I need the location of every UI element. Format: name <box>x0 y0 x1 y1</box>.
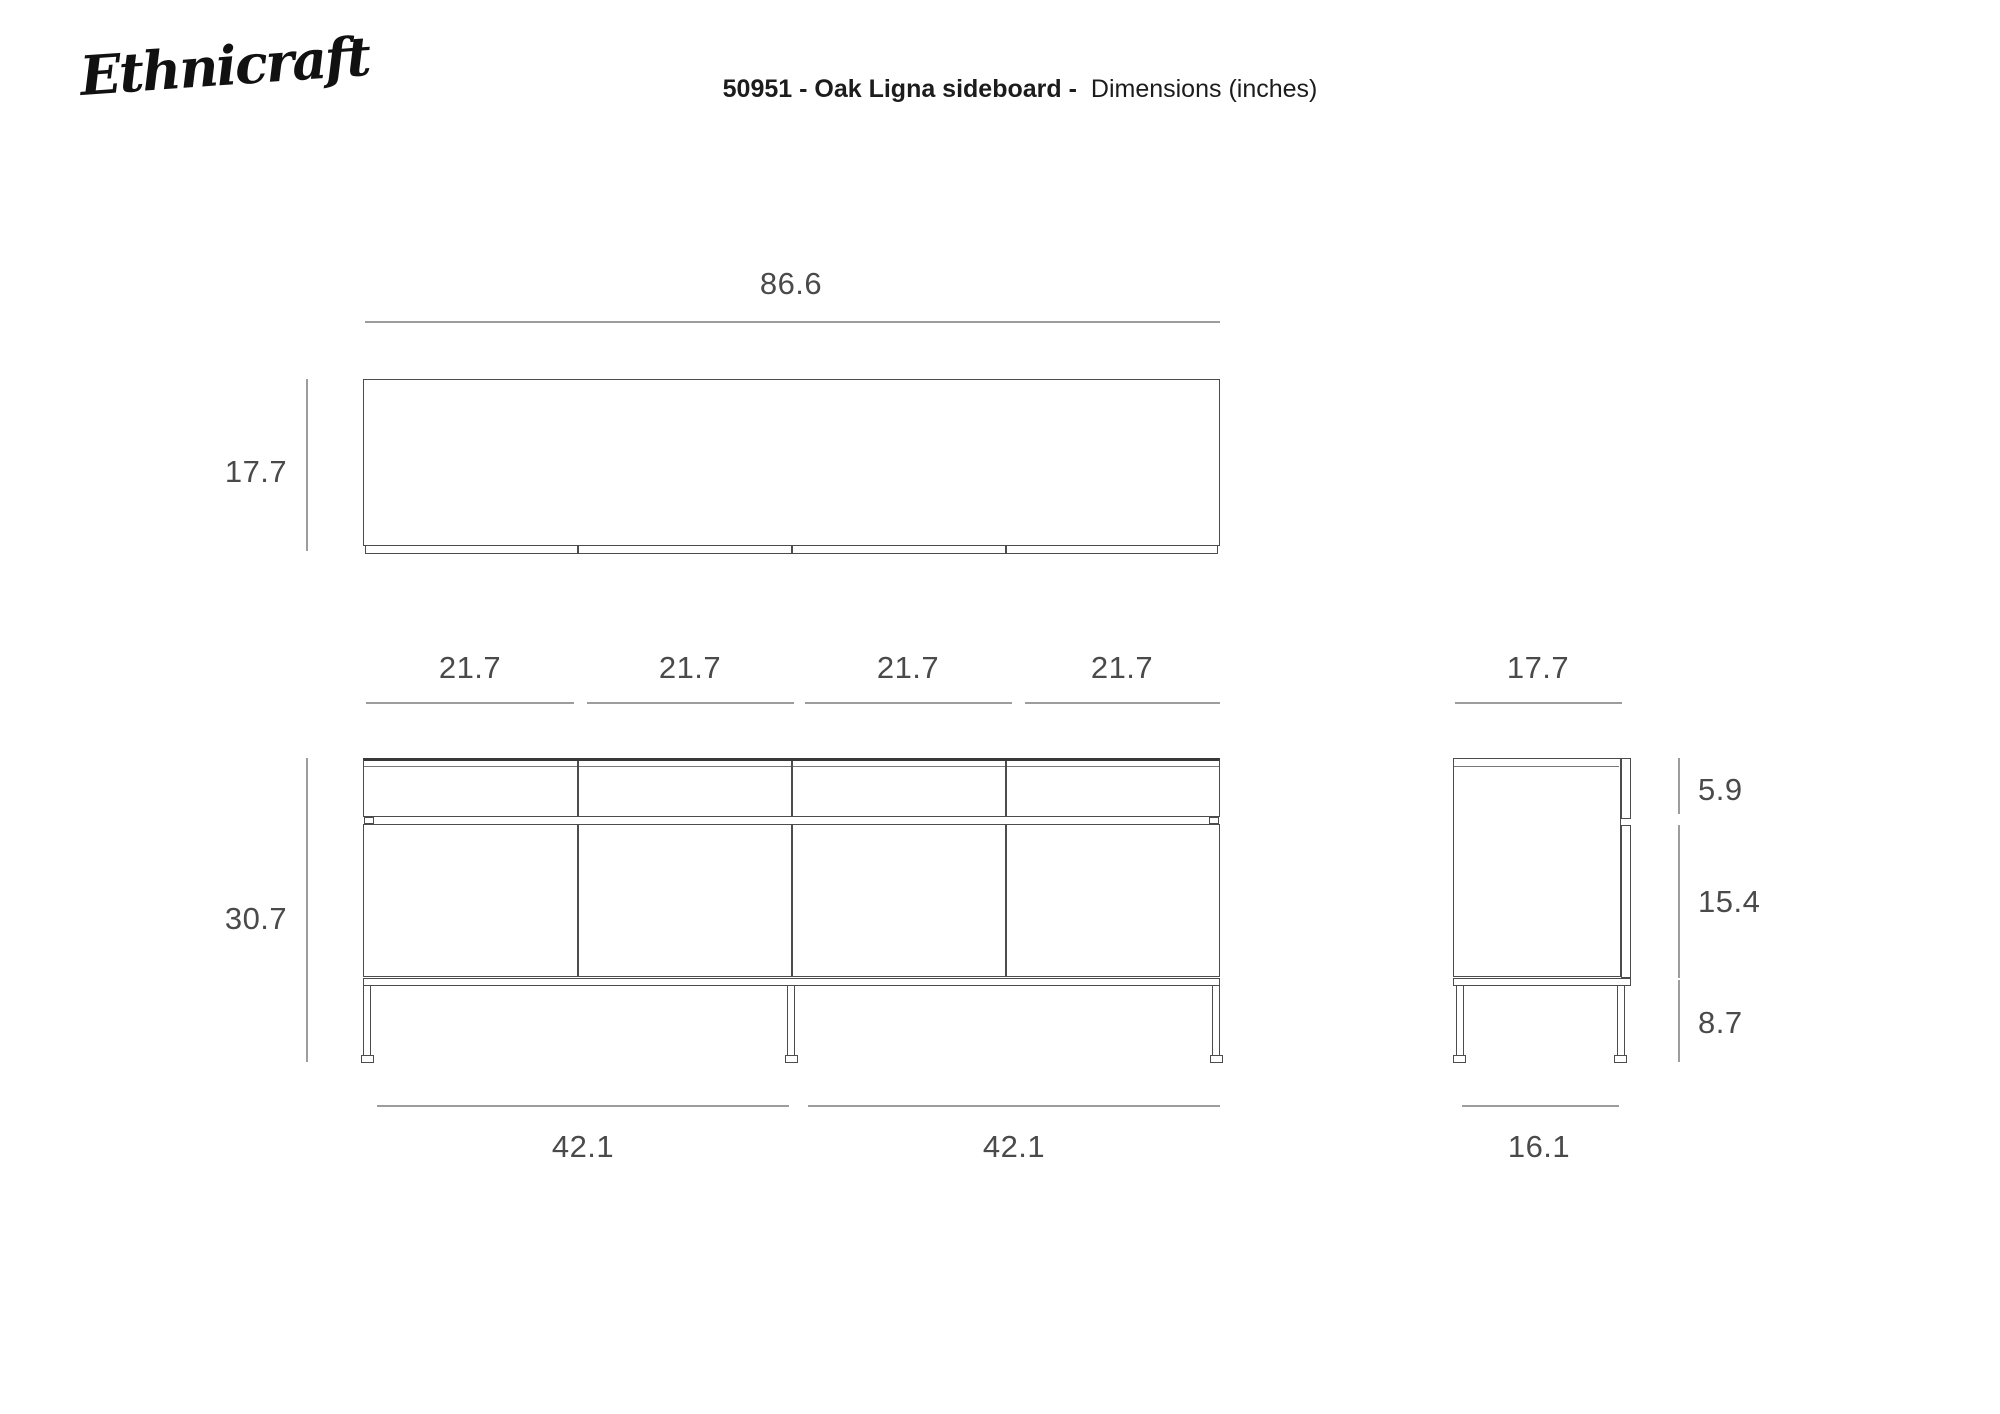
front-door-divider <box>791 825 793 976</box>
side-door-height-dim-label: 15.4 <box>1698 884 1761 919</box>
side-depth-dim-line <box>1455 702 1622 704</box>
side-base-rail <box>1453 978 1631 986</box>
side-foot-back <box>1614 1055 1627 1063</box>
front-base-width-dim-label: 42.1 <box>551 1129 615 1164</box>
front-drawer-width-dim-line <box>1025 702 1220 704</box>
side-leg-back <box>1617 985 1625 1057</box>
front-drawer-width-dim-label: 21.7 <box>438 650 502 685</box>
front-drawer-width-dim-label: 21.7 <box>1090 650 1154 685</box>
front-height-dim-label: 30.7 <box>224 901 288 936</box>
front-drawer-width-dim-label: 21.7 <box>658 650 722 685</box>
side-foot-front <box>1453 1055 1466 1063</box>
top-view-outline <box>363 379 1220 546</box>
front-leg-left <box>363 985 371 1057</box>
side-drawer-height-dim-label: 5.9 <box>1698 772 1743 807</box>
top-view-front-edge-strip <box>365 545 1218 554</box>
top-view-width-dim-label: 86.6 <box>759 266 823 301</box>
side-drawer-front-strip <box>1621 758 1631 819</box>
front-foot-right <box>1210 1055 1223 1063</box>
side-depth-dim-label: 17.7 <box>1506 650 1570 685</box>
top-view-depth-dim-label: 17.7 <box>224 454 288 489</box>
front-door-divider <box>577 825 579 976</box>
front-drawer-width-dim-line <box>805 702 1012 704</box>
top-view-strip-divider <box>577 546 579 553</box>
side-leg-front <box>1456 985 1464 1057</box>
side-top-panel-line <box>1454 766 1619 767</box>
side-view-outline <box>1453 758 1621 977</box>
front-foot-left <box>361 1055 374 1063</box>
side-leg-height-dim-label: 8.7 <box>1698 1005 1743 1040</box>
front-drawer-divider <box>1005 761 1007 816</box>
front-shelf-band <box>363 816 1220 825</box>
front-base-width-dim-label: 42.1 <box>982 1129 1046 1164</box>
top-view-width-dim-line <box>365 321 1220 323</box>
front-leg-right <box>1212 985 1220 1057</box>
title-caption: Dimensions (inches) <box>1090 75 1318 103</box>
front-foot-center <box>785 1055 798 1063</box>
side-door-height-dim-line <box>1678 825 1680 978</box>
front-drawer-divider <box>577 761 579 816</box>
front-drawer-divider <box>791 761 793 816</box>
drawing-title <box>575 75 1465 104</box>
side-base-depth-dim-line <box>1462 1105 1619 1107</box>
front-drawer-width-dim-line <box>587 702 794 704</box>
front-base-width-dim-line <box>808 1105 1220 1107</box>
top-view-strip-divider <box>1005 546 1007 553</box>
side-door-front-strip <box>1621 825 1631 978</box>
side-base-depth-dim-label: 16.1 <box>1507 1129 1571 1164</box>
front-shelf-band-cap-right <box>1209 817 1219 824</box>
front-drawer-width-dim-line <box>366 702 574 704</box>
title-product: 50951 - Oak Ligna sideboard - <box>722 75 1077 103</box>
side-drawer-height-dim-line <box>1678 758 1680 814</box>
front-drawer-width-dim-label: 21.7 <box>876 650 940 685</box>
top-view-strip-divider <box>791 546 793 553</box>
front-base-width-dim-line <box>377 1105 789 1107</box>
front-door-divider <box>1005 825 1007 976</box>
ethnicraft-logo: Ethnicraft <box>77 23 372 108</box>
front-shelf-band-cap-left <box>364 817 374 824</box>
side-leg-height-dim-line <box>1678 980 1680 1062</box>
front-leg-center <box>787 985 795 1057</box>
